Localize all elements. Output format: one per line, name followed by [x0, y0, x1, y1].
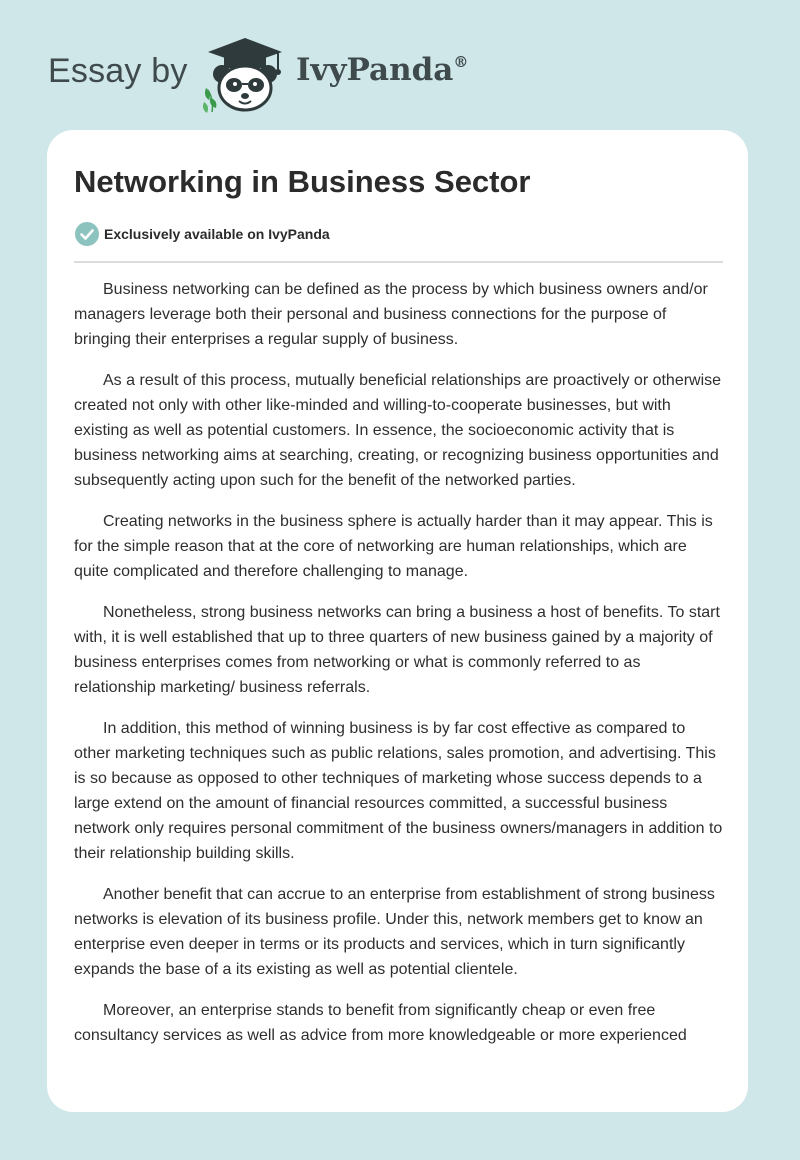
essay-paragraph: Business networking can be defined as the process by which business owners and/or managers leverage both their personal and business connections for the purpose of bringing their enterprises a regular supply of business. — [74, 281, 708, 348]
ivypanda-logo-text[interactable] — [296, 52, 468, 88]
checkmark-circle-icon — [74, 221, 100, 247]
panda-graduate-icon[interactable] — [200, 34, 290, 114]
registered-mark: ® — [453, 52, 469, 71]
essay-paragraph: As a result of this process, mutually beneficial relationships are proactively or otherwise created not only with other like-minded and willing-to-cooperate businesses, but with existing as well as potential customers. In essence, the socioeconomic activity that is business networking aims at searching, creating, or recognizing business opportunities and subsequently acting upon such for the benefit of the networked parties. — [74, 372, 722, 489]
essay-paragraph: In addition, this method of winning business is by far cost effective as compared to other marketing techniques such as public relations, sales promotion, and advertising. This is so because as opposed to other techniques of marketing whose success depends to a large extend on the amount of financial resources committed, a successful business network only requires personal commitment of the business owners/managers in addition to their relationship building skills. — [74, 720, 723, 862]
site-header — [48, 34, 508, 114]
essay-by-label: Essay by — [48, 52, 188, 90]
essay-paragraph: Creating networks in the business sphere is actually harder than it may appear. This is for the simple reason that at the core of networking are human relationships, which are quite complicated and therefore challenging to manage. — [74, 513, 713, 580]
exclusive-badge-label: Exclusively available on IvyPanda — [104, 226, 330, 242]
essay-card — [47, 130, 748, 1112]
title-divider — [74, 261, 723, 263]
essay-paragraph: Another benefit that can accrue to an enterprise from establishment of strong business networks is elevation of its business profile. Under this, network members get to know an enterprise even deeper in terms or its products and services, which in turn significantly expands the base of a its existing as well as potential clientele. — [74, 886, 715, 978]
brand-name-text: IvyPanda — [296, 52, 454, 88]
essay-title: Networking in Business Sector — [74, 164, 531, 199]
essay-body — [74, 277, 724, 1064]
essay-paragraph: Moreover, an enterprise stands to benefit from significantly cheap or even free consultancy services as well as advice from more knowledgeable or more experienced — [74, 1002, 687, 1044]
essay-paragraph: Nonetheless, strong business networks can bring a business a host of benefits. To start with, it is well established that up to three quarters of new business gained by a majority of business enterprises comes from networking or what is commonly referred to as relationship marketing/ business referrals. — [74, 604, 720, 696]
